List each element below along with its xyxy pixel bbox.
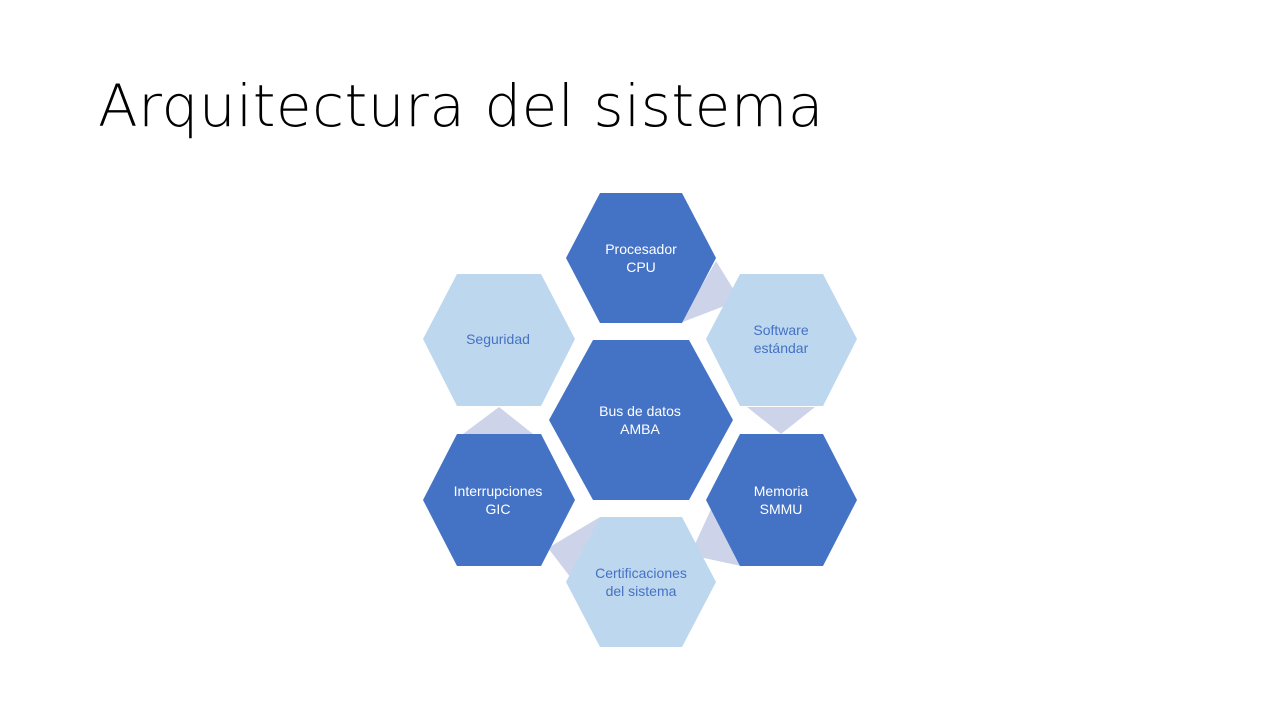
connector-bottom-left-to-top-left bbox=[463, 407, 533, 434]
hexagon-bottom-left-label-line1: Interrupciones bbox=[453, 483, 543, 499]
hexagon-top-left-label: Seguridad bbox=[466, 331, 530, 347]
hexagon-bottom-label-line1: Certificaciones bbox=[595, 565, 687, 581]
hexagon-bottom-label-line2: del sistema bbox=[605, 583, 677, 599]
hexagon-top-label-line2: CPU bbox=[626, 259, 656, 275]
hexagon-bottom-left-label-line2: GIC bbox=[485, 501, 511, 517]
hexagon-bottom-right-label-line1: Memoria bbox=[753, 483, 809, 499]
connector-top-right-to-bottom-right bbox=[747, 407, 815, 434]
hexagon-center-label-line1: Bus de datos bbox=[599, 403, 681, 419]
slide-title: Arquitectura del sistema bbox=[98, 72, 824, 140]
hexagon-center-label-line2: AMBA bbox=[620, 421, 660, 437]
hexagon-center bbox=[549, 340, 733, 500]
hexagon-top-right-label-line1: Software bbox=[753, 322, 809, 338]
hexagon-top-right-label-line2: estándar bbox=[753, 340, 809, 356]
hexagon-bottom-right-label-line2: SMMU bbox=[759, 501, 803, 517]
hexagon-top-label-line1: Procesador bbox=[605, 241, 677, 257]
